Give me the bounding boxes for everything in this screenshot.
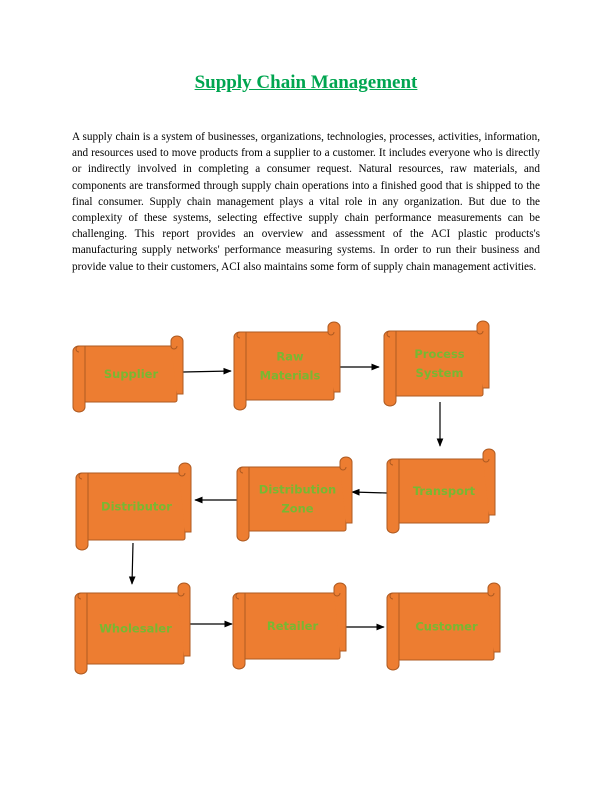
node-label-line: System <box>415 366 464 380</box>
node-label-supplier <box>104 367 159 381</box>
node-label-line: Customer <box>415 619 478 634</box>
arrow-distributor-to-wholesaler <box>132 543 133 584</box>
node-label-line: Wholesaler <box>99 621 172 636</box>
node-label-line: Retailer <box>266 619 319 633</box>
node-label-transport <box>413 484 476 498</box>
scroll-node-distributor <box>76 463 191 550</box>
scroll-node-process-system <box>384 321 489 406</box>
page-title: Supply Chain Management <box>194 72 418 93</box>
arrow-supplier-to-raw-materials <box>183 371 231 372</box>
scroll-node-wholesaler <box>75 583 190 674</box>
scroll-node-customer <box>387 583 500 670</box>
node-label-customer <box>415 620 478 634</box>
intro-paragraph: A supply chain is a system of businesses, organizations, technologies, processes, activities, information, and resources used to move products from a supplier to a customer. It includes everyone who is directly or indirectly involved in completing a consumer request. Natural resources, raw materials, and components are transformed through supply chain operations into a finished good that is shipped to the final consumer. Supply chain management plays a vital role in any organization. But due to the complexity of these systems, selecting effective supply chain performance measurements can be challenging. This report provides an overview and assessment of the ACI plastic products's manufacturing supply networks' performance measuring systems. In order to run their business and provide value to their customers, ACI also maintains some form of supply chain management activities. <box>72 131 540 273</box>
node-label-line: Materials <box>259 368 321 383</box>
node-label-distributor <box>101 500 172 514</box>
node-label-line: Transport <box>412 484 476 498</box>
node-label-line: Distributor <box>101 499 172 514</box>
scroll-node-distribution-zone <box>237 457 352 541</box>
node-label-line: Zone <box>281 501 314 516</box>
scroll-node-transport <box>387 449 495 533</box>
node-label-line: Process <box>414 347 465 361</box>
node-label-retailer <box>267 619 319 633</box>
node-label-wholesaler <box>99 622 172 636</box>
scroll-node-retailer <box>233 583 346 669</box>
arrow-transport-to-distribution-zone <box>352 492 387 493</box>
node-label-line: Supplier <box>103 367 159 381</box>
scroll-node-raw-materials <box>234 322 340 410</box>
node-label-line: Raw <box>276 349 304 364</box>
node-label-line: Distribution <box>258 482 337 497</box>
scroll-node-supplier <box>73 336 183 412</box>
